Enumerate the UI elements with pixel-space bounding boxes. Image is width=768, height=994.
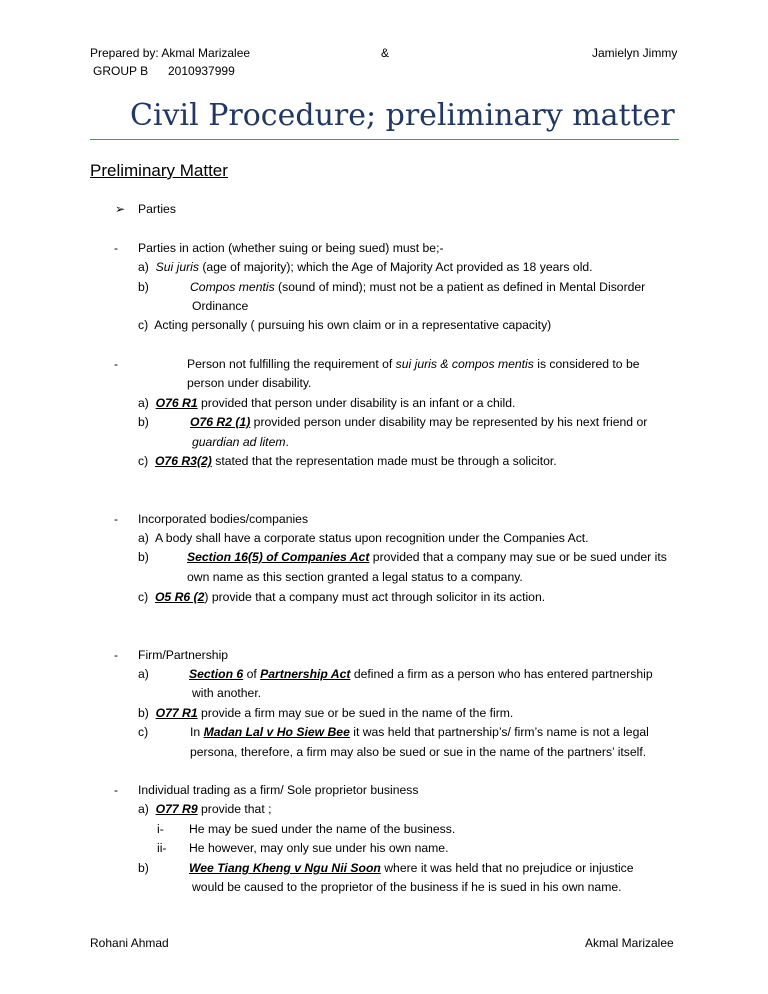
s3-item-c bbox=[138, 590, 545, 604]
s4-item-c-marker: c) bbox=[138, 725, 149, 739]
s5-item-b-marker: b) bbox=[138, 861, 149, 875]
page-title: Civil Procedure; preliminary matter bbox=[130, 98, 675, 133]
s5-item-b bbox=[189, 861, 634, 875]
term: sui juris & compos mentis bbox=[395, 357, 534, 371]
s5-subitem-i: He may be sued under the name of the business. bbox=[189, 822, 456, 836]
act-ref: Partnership Act bbox=[260, 667, 351, 681]
term: guardian ad litem bbox=[192, 435, 286, 449]
text: provided that a company may sue or be sued under its bbox=[369, 550, 667, 564]
s5-item-a bbox=[138, 802, 272, 816]
text: (sound of mind); must not be a patient as defined in Mental Disorder bbox=[274, 280, 646, 294]
rule-ref: O76 R1 bbox=[155, 396, 198, 410]
text: of bbox=[243, 667, 261, 681]
s3-item-b-cont: own name as this section granted a legal status to a company. bbox=[187, 570, 523, 584]
title-rule bbox=[90, 139, 679, 140]
s5-intro: Individual trading as a firm/ Sole proprietor business bbox=[138, 783, 419, 797]
text: provide a firm may sue or be sued in the name of the firm. bbox=[197, 706, 514, 720]
text: In bbox=[190, 725, 204, 739]
text: provided that person under disability is an infant or a child. bbox=[197, 396, 516, 410]
s5-subitem-ii: He however, may only sue under his own name. bbox=[189, 841, 449, 855]
text: provided person under disability may be represented by his next friend or bbox=[250, 415, 648, 429]
s1-item-a bbox=[138, 260, 593, 274]
marker: a) bbox=[138, 396, 149, 410]
dash-marker: - bbox=[114, 648, 119, 662]
text: defined a firm as a person who has entered partnership bbox=[350, 667, 653, 681]
text: Acting personally ( pursuing his own claim or in a representative capacity) bbox=[154, 318, 552, 332]
marker: c) bbox=[138, 454, 149, 468]
marker: a) bbox=[138, 802, 149, 816]
term: Compos mentis bbox=[190, 280, 275, 294]
text: (age of majority); which the Age of Majority Act provided as 18 years old. bbox=[198, 260, 593, 274]
s3-intro: Incorporated bodies/companies bbox=[138, 512, 309, 526]
case-ref: Madan Lal v Ho Siew Bee bbox=[203, 725, 350, 739]
text: . bbox=[285, 435, 289, 449]
marker: a) bbox=[138, 260, 149, 274]
s3-item-b-marker: b) bbox=[138, 550, 149, 564]
s5-subitem-i-marker: i- bbox=[157, 822, 164, 836]
s2-item-c bbox=[138, 454, 557, 468]
s1-item-b bbox=[190, 280, 645, 294]
header-group: GROUP B bbox=[93, 64, 149, 78]
s4-item-a bbox=[189, 667, 653, 681]
s1-item-c bbox=[138, 318, 551, 332]
s4-item-b bbox=[138, 706, 513, 720]
header-prepared-by: Prepared by: Akmal Marizalee bbox=[90, 46, 251, 60]
rule-ref: O76 R3(2) bbox=[154, 454, 212, 468]
arrow-bullet-icon: ➢ bbox=[115, 202, 126, 216]
s2-line1 bbox=[187, 357, 640, 371]
s4-item-a-marker: a) bbox=[138, 667, 149, 681]
header-group-id: 2010937999 bbox=[168, 64, 235, 78]
s1-item-b-cont: Ordinance bbox=[192, 299, 249, 313]
footer-right: Akmal Marizalee bbox=[585, 936, 674, 950]
case-ref: Wee Tiang Kheng v Ngu Nii Soon bbox=[189, 861, 381, 875]
s5-item-b-cont: would be caused to the proprietor of the business if he is sued in his own name. bbox=[192, 880, 622, 894]
s5-subitem-ii-marker: ii- bbox=[157, 841, 167, 855]
rule-ref: Section 6 bbox=[189, 667, 244, 681]
s4-item-a-cont: with another. bbox=[192, 686, 262, 700]
s1-intro: Parties in action (whether suing or being sued) must be;- bbox=[138, 241, 444, 255]
marker: c) bbox=[138, 590, 149, 604]
bullet-parties: Parties bbox=[138, 202, 176, 216]
text: stated that the representation made must be through a solicitor. bbox=[211, 454, 557, 468]
text: ) provide that a company must act through solicitor in its action. bbox=[204, 590, 546, 604]
rule-ref: O5 R6 (2 bbox=[154, 590, 205, 604]
text: it was held that partnership’s/ firm’s name is not a legal bbox=[349, 725, 649, 739]
section-heading: Preliminary Matter bbox=[90, 161, 228, 180]
text: A body shall have a corporate status upon recognition under the Companies Act. bbox=[154, 531, 589, 545]
dash-marker: - bbox=[114, 357, 119, 371]
footer-left: Rohani Ahmad bbox=[90, 936, 169, 950]
text: where it was held that no prejudice or injustice bbox=[380, 861, 634, 875]
header-coauthor: Jamielyn Jimmy bbox=[592, 46, 678, 60]
marker: b) bbox=[138, 706, 149, 720]
s3-item-a bbox=[138, 531, 589, 545]
s2-item-b-cont bbox=[192, 435, 289, 449]
dash-marker: - bbox=[114, 512, 119, 526]
dash-marker: - bbox=[114, 241, 119, 255]
term: Sui juris bbox=[155, 260, 199, 274]
rule-ref: O77 R9 bbox=[155, 802, 198, 816]
text: provide that ; bbox=[197, 802, 272, 816]
s4-intro: Firm/Partnership bbox=[138, 648, 229, 662]
text: Person not fulfilling the requirement of bbox=[187, 357, 396, 371]
marker: a) bbox=[138, 531, 149, 545]
s2-item-b-marker: b) bbox=[138, 415, 149, 429]
rule-ref: O77 R1 bbox=[155, 706, 198, 720]
header-ampersand: & bbox=[381, 46, 390, 60]
s4-item-c bbox=[190, 725, 649, 739]
marker: c) bbox=[138, 318, 149, 332]
s1-item-b-marker: b) bbox=[138, 280, 149, 294]
s2-line2: person under disability. bbox=[187, 376, 312, 390]
rule-ref: O76 R2 (1) bbox=[190, 415, 251, 429]
text: is considered to be bbox=[533, 357, 640, 371]
s2-item-a bbox=[138, 396, 515, 410]
s2-item-b bbox=[190, 415, 647, 429]
dash-marker: - bbox=[114, 783, 119, 797]
s3-item-b bbox=[187, 550, 667, 564]
rule-ref: Section 16(5) of Companies Act bbox=[187, 550, 370, 564]
s4-item-c-cont: persona, therefore, a firm may also be sued or sue in the name of the partners’ itself. bbox=[190, 745, 647, 759]
